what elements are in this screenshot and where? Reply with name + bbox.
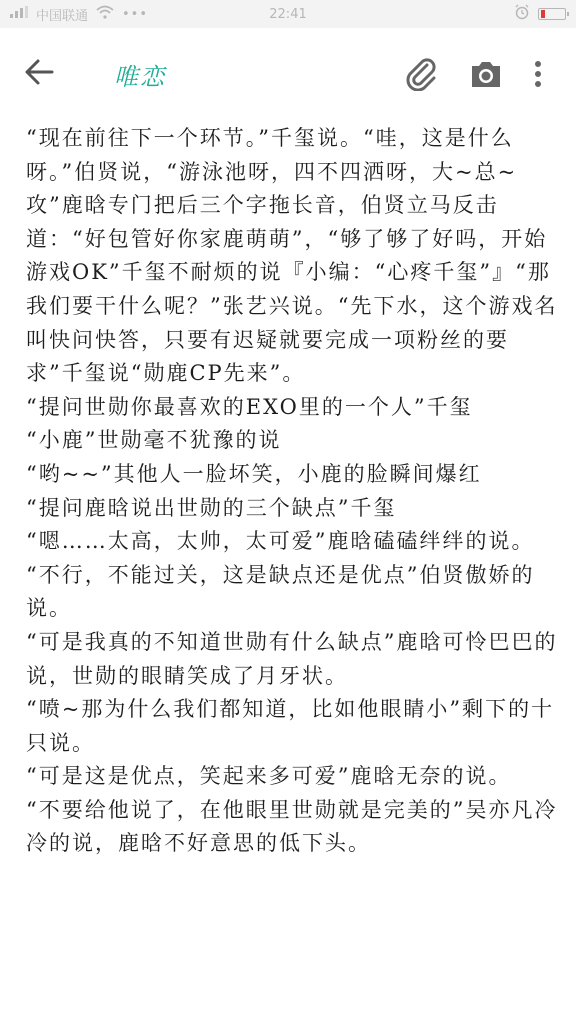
battery-level — [541, 10, 545, 18]
carrier-name: 中国联通 — [36, 8, 89, 24]
story-paragraph: “不行，不能过关，这是缺点还是优点”伯贤傲娇的说。 — [26, 562, 535, 621]
story-paragraph: “提问鹿晗说出世勋的三个缺点”千玺 — [26, 495, 397, 520]
story-paragraph: “可是这是优点，笑起来多可爱”鹿晗无奈的说。 — [26, 764, 512, 789]
paperclip-icon[interactable] — [390, 57, 454, 91]
status-right — [514, 4, 566, 24]
battery-icon — [538, 8, 566, 20]
arrow-back-icon[interactable] — [24, 58, 94, 90]
wifi-icon — [96, 5, 114, 23]
story-paragraph: “提问世勋你最喜欢的EXO里的一个人”千玺 — [26, 394, 473, 419]
more-notifications-icon: ••• — [122, 6, 149, 22]
story-paragraph: “不要给他说了，在他眼里世勋就是完美的”吴亦凡冷冷的说，鹿晗不好意思的低下头。 — [26, 797, 558, 856]
page-title: 唯恋 — [114, 62, 166, 91]
status-left — [10, 5, 148, 24]
more-vert-icon[interactable] — [518, 60, 558, 88]
story-paragraph: “现在前往下一个环节。”千玺说。“哇，这是什么呀。”伯贤说，“游泳池呀，四不四洒呀，大~总~攻”鹿晗专门把后三个字拖长音，伯贤立马反击道：“好包管好你家鹿萌萌”，“够了够了好吗，开始游戏OK”千玺不耐烦的说『小编：“心疼千玺”』“那我们要干什么呢？”张艺兴说。“先下水，这个游戏名叫快问快答，只要有迟疑就要完成一项粉丝的要求”千玺说“勋鹿CP先来”。 — [26, 126, 558, 386]
signal-icon — [10, 6, 28, 22]
story-paragraph: “可是我真的不知道世勋有什么缺点”鹿晗可怜巴巴的说，世勋的眼睛笑成了月牙状。 — [26, 629, 558, 688]
story-paragraph: “哟~~”其他人一脸坏笑，小鹿的脸瞬间爆红 — [26, 461, 482, 486]
story-body[interactable] — [0, 122, 576, 861]
story-paragraph: “小鹿”世勋毫不犹豫的说 — [26, 428, 282, 453]
camera-icon[interactable] — [454, 59, 518, 89]
status-bar — [0, 0, 576, 28]
alarm-icon — [514, 4, 530, 24]
app-toolbar — [0, 28, 576, 120]
story-paragraph: “喷~那为什么我们都知道，比如他眼睛小”剩下的十只说。 — [26, 697, 555, 755]
status-time: 22:41 — [269, 6, 307, 22]
story-paragraph: “嗯……太高，太帅，太可爱”鹿晗磕磕绊绊的说。 — [26, 529, 535, 554]
